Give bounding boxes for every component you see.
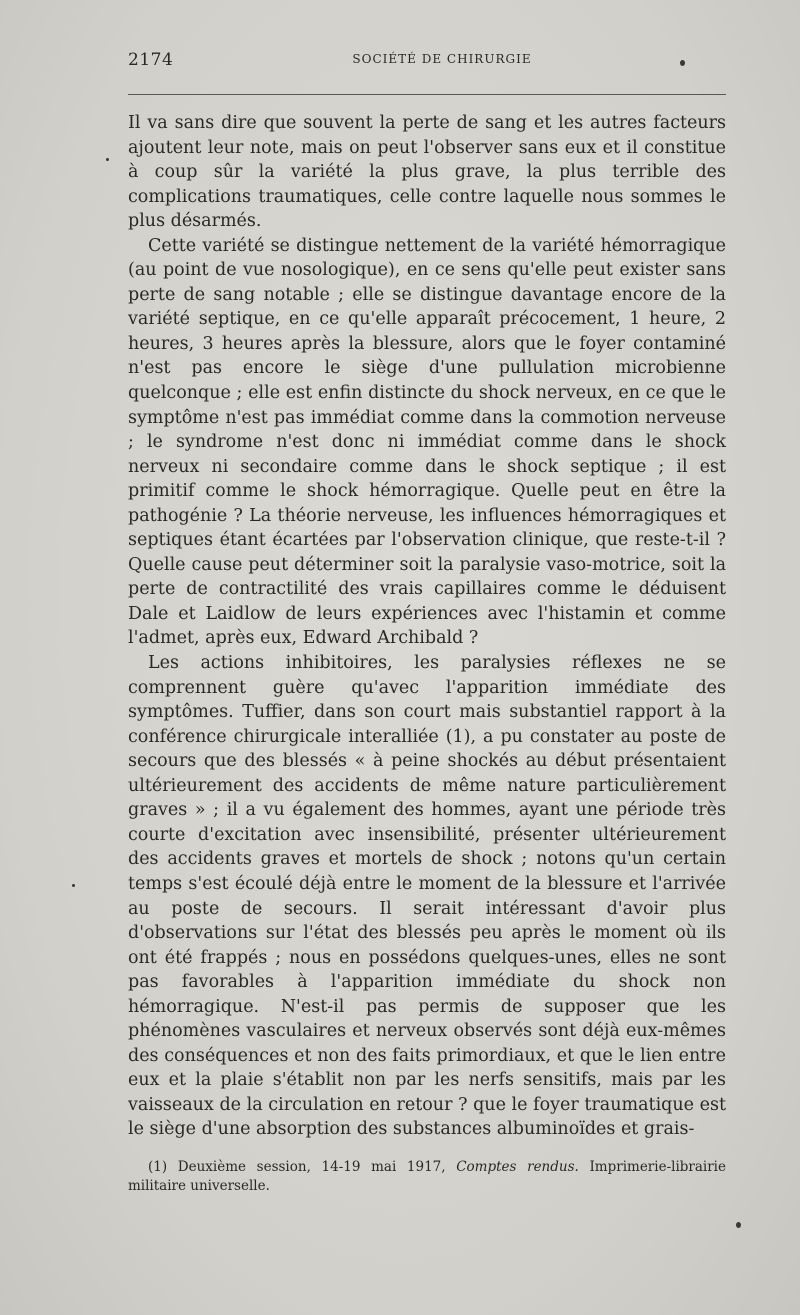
footnote: [128, 1158, 726, 1196]
body-text: [128, 111, 726, 1142]
ink-speck: [106, 158, 109, 161]
paragraph-3: Les actions inhibitoires, les paralysies réflexes ne se comprennent guère qu'avec l'apparition immédiate des symptômes. Tuffier, dans son court mais substantiel rapport à la conférence chirurgicale interalliée (1), a pu constater au poste de secours que des blessés « à peine shockés au début présentaient ultérieurement des accidents de même nature particulièrement graves » ; il a vu également des hommes, ayant une période très courte d'excitation avec insensibilité, présenter ultérieurement des accidents graves et mortels de shock ; notons qu'un certain temps s'est écoulé déjà entre le moment de la blessure et l'arrivée au poste de secours. Il serait intéressant d'avoir plus d'observations sur l'état des blessés peu après le moment où ils ont été frappés ; nous en possédons quelques-unes, elles ne sont pas favorables à l'apparition immédiate du shock non hémorragique. N'est-il pas permis de supposer que les phénomènes vasculaires et nerveux observés sont déjà eux-mêmes des conséquences et non des faits primordiaux, et que le lien entre eux et la plaie s'établit non par les nerfs sensitifs, mais par les vaisseaux de la circulation en retour ? que le foyer traumatique est le siège d'une absorption des substances albuminoïdes et grais-: [128, 653, 726, 1140]
journal-title: SOCIÉTÉ DE CHIRURGIE: [352, 52, 532, 66]
header-rule: [128, 94, 726, 95]
page-number: 2174: [128, 50, 174, 70]
running-head: [128, 50, 726, 72]
ink-speck: [72, 884, 75, 887]
footnote-text: (1) Deuxième session, 14-19 mai 1917,: [148, 1159, 457, 1175]
footnote-publisher: Imprimerie-librairie militaire universelle.: [128, 1159, 726, 1194]
paragraph-1: Il va sans dire que souvent la perte de sang et les autres facteurs ajoutent leur note, mais on peut l'observer sans eux et il constitue à coup sûr la variété la plus grave, la plus terrible des complications traumatiques, celle contre laquelle nous sommes le plus désarmés.: [128, 113, 726, 232]
ink-speck: [680, 60, 685, 66]
paragraph-2: Cette variété se distingue nettement de la variété hémorragique (au point de vue nosologique), en ce sens qu'elle peut exister sans perte de sang notable ; elle se distingue davantage encore de la variété septique, en ce qu'elle apparaît précocement, 1 heure, 2 heures, 3 heures après la blessure, alors que le foyer contaminé n'est pas encore le siège d'une pullulation microbienne quelconque ; elle est enfin distincte du shock nerveux, en ce que le symptôme n'est pas immédiat comme dans la commotion nerveuse ; le syndrome n'est donc ni immédiat comme dans le shock nerveux ni secondaire comme dans le shock septique ; il est primitif comme le shock hémorragique. Quelle peut en être la pathogénie ? La théorie nerveuse, les influences hémorragiques et septiques étant écartées par l'observation clinique, que reste-t-il ? Quelle cause peut déterminer soit la paralysie vaso-motrice, soit la perte de contractilité des vrais capillaires comme le déduisent Dale et Laidlow de leurs expériences avec l'histamin et comme l'admet, après eux, Edward Archibald ?: [128, 235, 726, 649]
footnote-title: Comptes rendus.: [456, 1159, 579, 1175]
ink-speck: [736, 1222, 741, 1228]
